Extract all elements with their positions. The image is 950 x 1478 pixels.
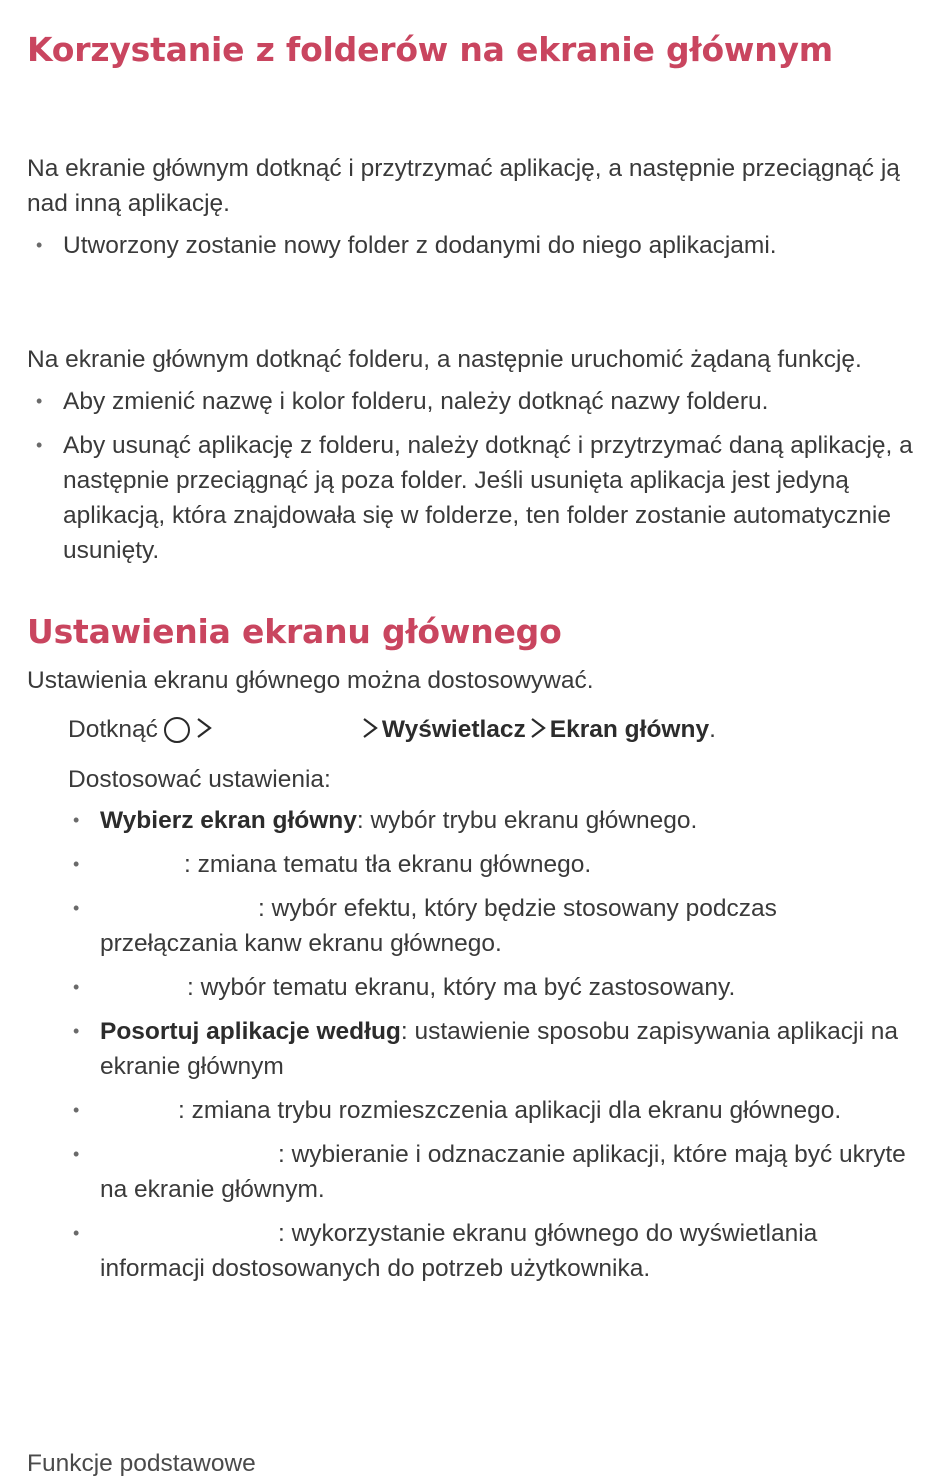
list-item <box>73 1137 910 1207</box>
list-item <box>36 384 923 419</box>
list-item <box>73 1093 910 1128</box>
option-desc: : wybór efektu, który będzie stosowany podczas przełączania kanw ekranu głównego. <box>100 895 777 957</box>
option-label: Posortuj aplikacje według <box>100 1018 401 1045</box>
bullet-icon: • <box>73 1021 80 1041</box>
bullet-icon: • <box>73 1223 80 1243</box>
step-1-period: . <box>709 716 716 743</box>
create-folder-text: Na ekranie głównym dotknąć i przytrzymać aplikację, a następnie przeciągnąć ją nad inną aplikację. <box>27 155 900 217</box>
home-circle-icon <box>164 717 190 743</box>
list-item-text: Utworzony zostanie nowy folder z dodanymi do niego aplikacjami. <box>63 232 777 259</box>
option-desc: : wybór trybu ekranu głównego. <box>356 807 698 834</box>
list-item-text: Aby zmienić nazwę i kolor folderu, należy dotknąć nazwy folderu. <box>63 388 769 415</box>
list-item <box>36 228 923 263</box>
list-item <box>36 428 923 568</box>
list-item <box>73 847 910 882</box>
bullet-icon: • <box>73 1144 80 1164</box>
bullet-icon: • <box>73 854 80 874</box>
folders-heading: Korzystanie z folderów na ekranie głównym <box>27 30 833 69</box>
list-item-text: Aby usunąć aplikację z folderu, należy dotknąć i przytrzymać daną aplikację, a następnie przeciągnąć ją poza folder. Jeśli usunięta aplikacja jest jedyną aplikacją, która znajdowała się w folderze, ten folder zostanie automatycznie usunięty. <box>63 432 913 564</box>
create-folder-notes <box>36 228 923 263</box>
chevron-right-icon <box>528 716 548 740</box>
home-settings-intro: Ustawienia ekranu głównego można dostosowywać. <box>27 667 594 694</box>
option-desc: : wybór tematu ekranu, który ma być zastosowany. <box>187 974 736 1001</box>
display-menu-label: Wyświetlacz <box>381 716 526 743</box>
step-2: Dostosować ustawienia: <box>68 766 331 793</box>
bullet-icon: • <box>36 235 43 255</box>
list-item <box>73 1014 910 1084</box>
option-desc: : wybieranie i odznaczanie aplikacji, które mają być ukryte na ekranie głównym. <box>100 1141 906 1203</box>
chevron-right-icon <box>360 716 380 740</box>
list-item <box>73 891 910 961</box>
option-desc: : zmiana tematu tła ekranu głównego. <box>184 851 592 878</box>
home-screen-menu-label: Ekran główny <box>549 716 710 743</box>
option-desc: : wykorzystanie ekranu głównego do wyświetlania informacji dostosowanych do potrzeb użytkownika. <box>100 1220 818 1282</box>
home-settings-options <box>73 803 910 1286</box>
option-desc: : zmiana trybu rozmieszczenia aplikacji dla ekranu głównego. <box>178 1097 842 1124</box>
page-footer: Funkcje podstawowe <box>27 1450 256 1477</box>
bullet-icon: • <box>36 391 43 411</box>
option-desc: : ustawienie sposobu zapisywania aplikacji na ekranie głównym <box>100 1018 898 1080</box>
bullet-icon: • <box>73 1100 80 1120</box>
list-item <box>73 1216 910 1286</box>
home-settings-heading: Ustawienia ekranu głównego <box>27 612 562 651</box>
option-label: Wybierz ekran główny <box>100 807 357 834</box>
chevron-right-icon <box>194 716 214 740</box>
list-item <box>73 803 910 838</box>
use-folder-notes <box>36 384 923 568</box>
bullet-icon: • <box>73 898 80 918</box>
use-folder-text: Na ekranie głównym dotknąć folderu, a następnie uruchomić żądaną funkcję. <box>27 346 862 373</box>
list-item <box>73 970 910 1005</box>
bullet-icon: • <box>36 435 43 455</box>
step-1-prefix: Dotknąć <box>68 716 158 743</box>
bullet-icon: • <box>73 977 80 997</box>
bullet-icon: • <box>73 810 80 830</box>
step-1 <box>68 712 716 747</box>
